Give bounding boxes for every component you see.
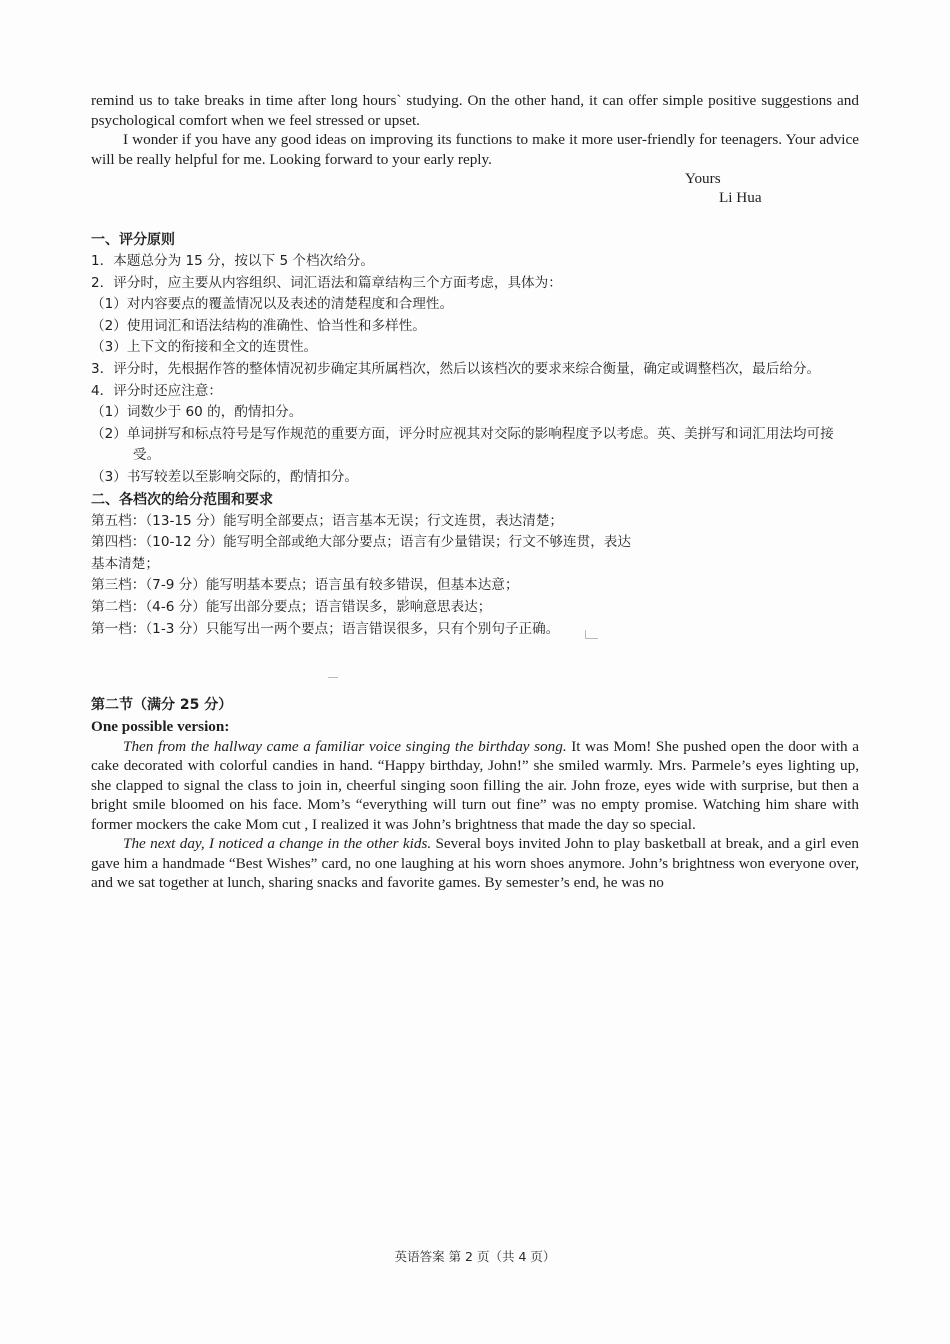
level-3: 第三档：（7-9 分）能写明基本要点；语言虽有较多错误，但基本达意； bbox=[91, 577, 519, 594]
page-footer: 英语答案 第 2 页（共 4 页） bbox=[394, 1249, 556, 1264]
essay-paragraph-1 bbox=[91, 737, 859, 835]
rubric-item-2-1: （1）对内容要点的覆盖情况以及表述的清楚程度和合理性。 bbox=[91, 296, 454, 313]
rubric-item-4-2: （2）单词拼写和标点符号是写作规范的重要方面，评分时应视其对交际的影响程度予以考虑。英、美拼写和词汇用法均可接受。 bbox=[91, 425, 834, 464]
scan-mark bbox=[585, 630, 598, 639]
rubric-section-2-title: 二、各档次的给分范围和要求 bbox=[91, 491, 273, 508]
section-2-subtitle: One possible version: bbox=[91, 718, 230, 735]
rubric-item-4-3: （3）书写较差以至影响交际的，酌情扣分。 bbox=[91, 468, 358, 485]
section-2 bbox=[91, 694, 859, 893]
section-2-title: 第二节（满分 25 分） bbox=[91, 697, 233, 713]
rubric-item-3: 3．评分时，先根据作答的整体情况初步确定其所属档次，然后以该档次的要求来综合衡量，确定或调整档次，最后给分。 bbox=[91, 360, 821, 377]
letter-closing: Yours bbox=[685, 170, 721, 187]
essay-paragraph-1-lead: Then from the hallway came a familiar voice singing the birthday song. bbox=[123, 737, 567, 755]
letter-paragraph-2-text: I wonder if you have any good ideas on improving its functions to make it more user-friendly for teenagers. Your advice will be really helpful for me. Looking forward to your early reply. bbox=[91, 131, 859, 168]
rubric-section-1-title: 一、评分原则 bbox=[91, 232, 175, 248]
level-2: 第二档：（4-6 分）能写出部分要点；语言错误多，影响意思表达； bbox=[91, 598, 492, 615]
rubric-item-1: 1．本题总分为 15 分，按以下 5 个档次给分。 bbox=[91, 253, 374, 269]
essay-paragraph-2-body: Several boys invited John to play basketball at break, and a girl even gave him a handmade “Best Wishes” card, no one laughing at his worn shoes anymore. John’s brightness won everyone over, and we sat together at lunch, sharing snacks and favorite games. By semester’s end, he was no bbox=[91, 835, 859, 891]
rubric-item-2-3: （3）上下文的衔接和全文的连贯性。 bbox=[91, 339, 318, 356]
level-1: 第一档：（1-3 分）只能写出一两个要点；语言错误很多，只有个别句子正确。 bbox=[91, 620, 560, 637]
scan-mark bbox=[328, 677, 338, 679]
level-5: 第五档：（13-15 分）能写明全部要点；语言基本无误；行文连贯，表达清楚； bbox=[91, 512, 564, 529]
essay-paragraph-2 bbox=[91, 834, 859, 893]
letter-paragraph-2 bbox=[91, 130, 859, 169]
rubric-section bbox=[91, 229, 859, 640]
rubric-item-2-2: （2）使用词汇和语法结构的准确性、恰当性和多样性。 bbox=[91, 317, 426, 334]
rubric-item-2: 2．评分时，应主要从内容组织、词汇语法和篇章结构三个方面考虑，具体为： bbox=[91, 274, 562, 291]
essay-paragraph-2-lead: The next day, I noticed a change in the other kids. bbox=[123, 835, 432, 852]
letter-body bbox=[91, 91, 859, 169]
letter-signature-name: Li Hua bbox=[719, 189, 762, 206]
scan-mark bbox=[405, 596, 416, 603]
letter-paragraph-1: remind us to take breaks in time after long hours` studying. On the other hand, it can offer simple positive suggestions and psychological comfort when we feel stressed or upset. bbox=[91, 92, 859, 129]
rubric-item-4: 4．评分时还应注意： bbox=[91, 382, 222, 399]
rubric-item-4-1: （1）词数少于 60 的，酌情扣分。 bbox=[91, 404, 303, 421]
essay-paragraph-1-body: It was Mom! She pushed open the door with a cake decorated with colorful candies in hand. “Happy birthday, John!” she smiled warmly. Mrs. Parmele’s eyes lighting up, she clapped to signal the class to join in, cheerful singing soon filling the air. John froze, eyes wide with surprise, but then a bright smile bloomed on his face. Mom’s “everything will turn out fine” was no empty promise. Watching him share with former mockers the cake Mom cut , I realized it was John’s brightness that made the day so special. bbox=[91, 737, 859, 833]
level-4-line-1: 第四档：（10-12 分）能写明全部或绝大部分要点；语言有少量错误；行文不够连贯，表达 bbox=[91, 534, 631, 551]
level-4-line-2: 基本清楚； bbox=[91, 555, 159, 572]
